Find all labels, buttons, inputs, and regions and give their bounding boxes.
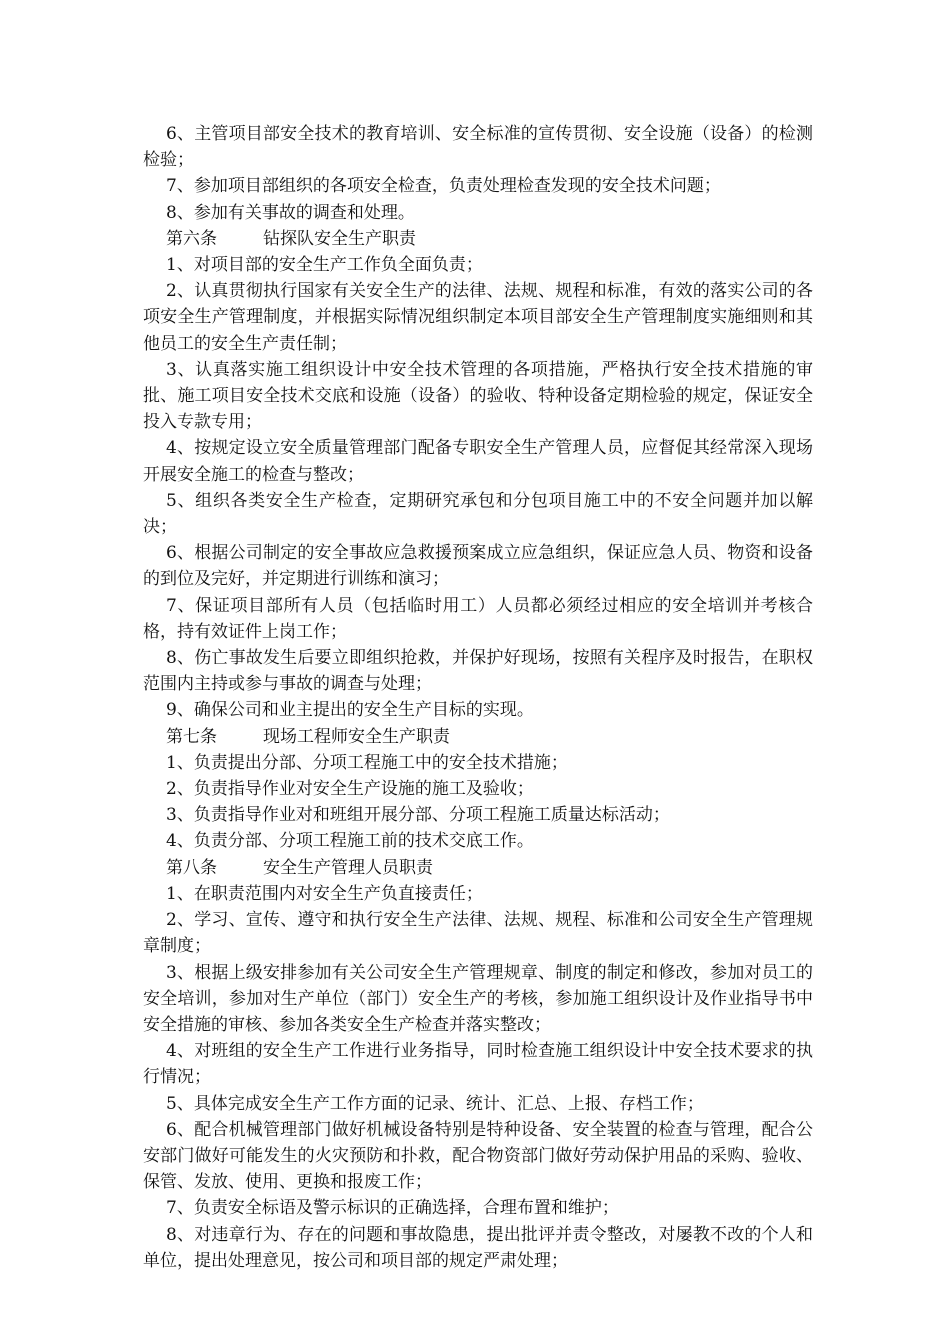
clause-paragraph: 8、伤亡事故发生后要立即组织抢救，并保护好现场，按照有关程序及时报告，在职权范围内主持或参与事故的调查与处理； bbox=[143, 648, 813, 695]
clause-paragraph: 3、根据上级安排参加有关公司安全生产管理规章、制度的制定和修改，参加对员工的安全培训，参加对生产单位（部门）安全生产的考核，参加施工组织设计及作业指导书中安全措施的审核、参加各类安全生产检查并落实整改； bbox=[143, 962, 813, 1035]
clause-paragraph: 2、认真贯彻执行国家有关安全生产的法律、法规、规程和标准，有效的落实公司的各项安全生产管理制度，并根据实际情况组织制定本项目部安全生产管理制度实施细则和其他员工的安全生产责任制； bbox=[143, 281, 813, 354]
clause-paragraph: 4、按规定设立安全质量管理部门配备专职安全生产管理人员，应督促其经常深入现场开展安全施工的检查与整改； bbox=[143, 438, 813, 485]
document-body bbox=[143, 121, 813, 1274]
article-title: 钻探队安全生产职责 bbox=[263, 228, 416, 249]
article-number: 第八条 bbox=[166, 857, 217, 878]
clause-paragraph: 1、负责提出分部、分项工程施工中的安全技术措施； bbox=[166, 752, 568, 773]
clause-paragraph: 6、主管项目部安全技术的教育培训、安全标准的宣传贯彻、安全设施（设备）的检测检验； bbox=[143, 124, 813, 171]
clause-paragraph: 6、配合机械管理部门做好机械设备特别是特种设备、安全装置的检查与管理，配合公安部门做好可能发生的火灾预防和扑救，配合物资部门做好劳动保护用品的采购、验收、保管、发放、使用、更换和报废工作； bbox=[143, 1119, 813, 1193]
clause-paragraph: 4、负责分部、分项工程施工前的技术交底工作。 bbox=[166, 831, 534, 852]
article-heading bbox=[143, 855, 813, 881]
clause-paragraph: 6、根据公司制定的安全事故应急救援预案成立应急组织，保证应急人员、物资和设备的到位及完好，并定期进行训练和演习； bbox=[143, 543, 813, 590]
article-number: 第七条 bbox=[166, 726, 217, 747]
article-title: 现场工程师安全生产职责 bbox=[263, 726, 450, 747]
clause-paragraph: 7、保证项目部所有人员（包括临时用工）人员都必须经过相应的安全培训并考核合格，持有效证件上岗工作； bbox=[143, 595, 813, 642]
clause-paragraph: 7、参加项目部组织的各项安全检查，负责处理检查发现的安全技术问题； bbox=[166, 176, 721, 197]
clause-paragraph: 5、具体完成安全生产工作方面的记录、统计、汇总、上报、存档工作； bbox=[166, 1093, 704, 1114]
clause-paragraph: 2、负责指导作业对安全生产设施的施工及验收； bbox=[166, 779, 534, 800]
clause-paragraph: 3、负责指导作业对和班组开展分部、分项工程施工质量达标活动； bbox=[166, 805, 670, 826]
clause-paragraph: 4、对班组的安全生产工作进行业务指导，同时检查施工组织设计中安全技术要求的执行情况； bbox=[143, 1041, 813, 1088]
clause-paragraph: 3、认真落实施工组织设计中安全技术管理的各项措施，严格执行安全技术措施的审批、施工项目安全技术交底和设施（设备）的验收、特种设备定期检验的规定，保证安全投入专款专用； bbox=[143, 359, 813, 433]
clause-paragraph: 9、确保公司和业主提出的安全生产目标的实现。 bbox=[166, 700, 534, 721]
clause-paragraph: 1、在职责范围内对安全生产负直接责任； bbox=[166, 883, 483, 904]
clause-paragraph: 1、对项目部的安全生产工作负全面负责； bbox=[166, 255, 483, 276]
article-number: 第六条 bbox=[166, 228, 217, 249]
clause-paragraph: 8、对违章行为、存在的问题和事故隐患，提出批评并责令整改，对屡教不改的个人和单位，提出处理意见，按公司和项目部的规定严肃处理； bbox=[143, 1224, 813, 1271]
clause-paragraph: 5、组织各类安全生产检查，定期研究承包和分包项目施工中的不安全问题并加以解决； bbox=[143, 490, 813, 538]
clause-paragraph: 8、参加有关事故的调查和处理。 bbox=[166, 202, 415, 223]
article-title: 安全生产管理人员职责 bbox=[263, 857, 433, 878]
article-heading bbox=[143, 226, 813, 252]
clause-paragraph: 7、负责安全标语及警示标识的正确选择，合理布置和维护； bbox=[166, 1198, 619, 1219]
article-heading bbox=[143, 724, 813, 750]
clause-paragraph: 2、学习、宣传、遵守和执行安全生产法律、法规、规程、标准和公司安全生产管理规章制度； bbox=[143, 910, 813, 957]
